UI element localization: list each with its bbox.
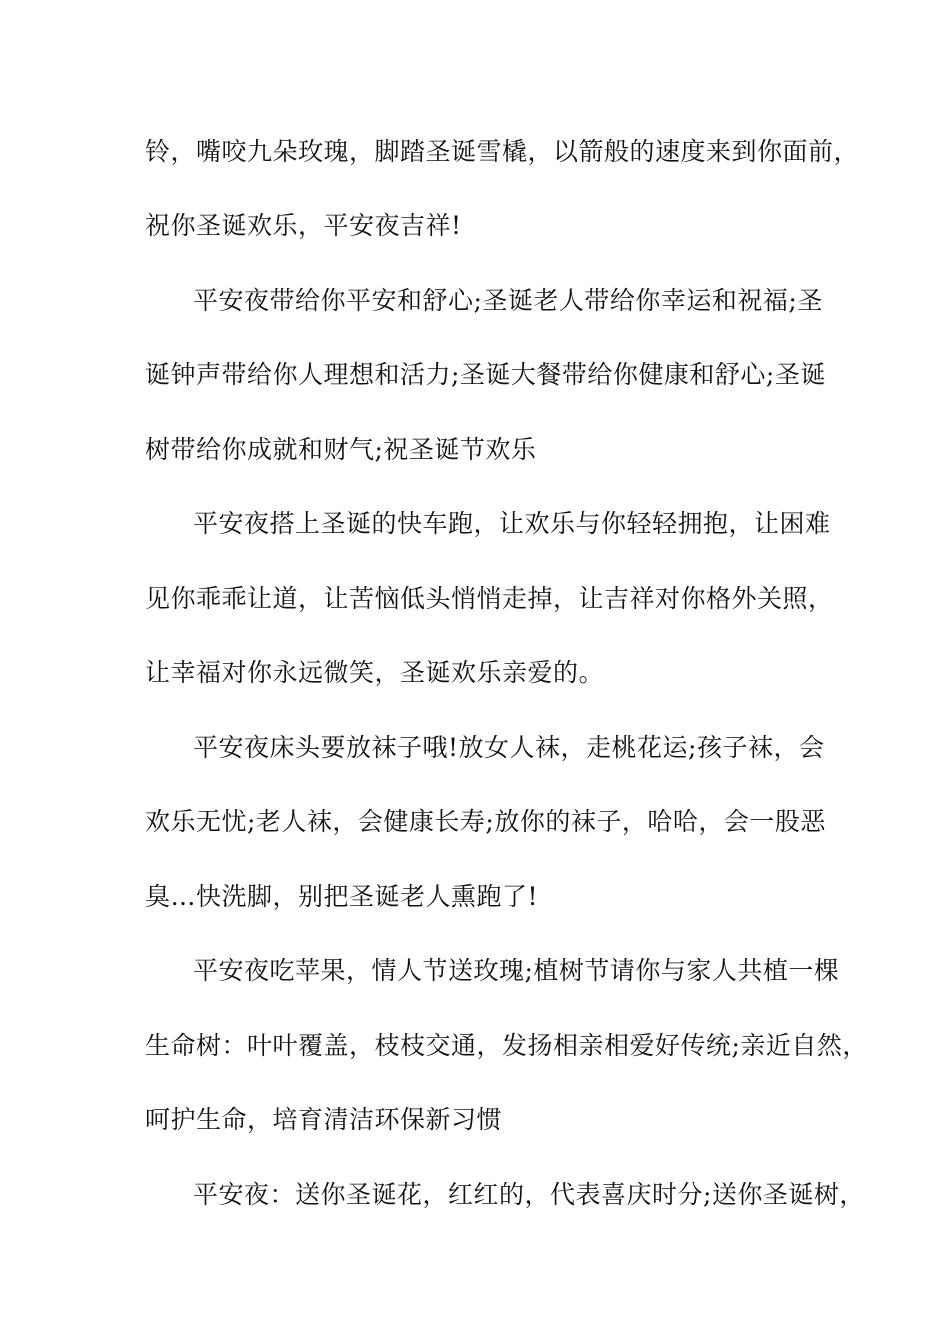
text-line: 臭…快洗脚，别把圣诞老人熏跑了! [145,882,539,911]
text-line: 让幸福对你永远微笑，圣诞欢乐亲爱的。 [145,658,605,687]
paragraph-first-line: 平安夜搭上圣诞的快车跑，让欢乐与你轻轻拥抱，让困难 [193,509,831,538]
text-line: 祝你圣诞欢乐，平安夜吉祥! [145,211,462,240]
paragraph-first-line: 平安夜：送你圣诞花，红红的，代表喜庆时分;送你圣诞树， [193,1180,865,1209]
text-line: 诞钟声带给你人理想和活力;圣诞大餐带给你健康和舒心;圣诞 [145,360,826,389]
text-line: 见你乖乖让道，让苦恼低头悄悄走掉，让吉祥对你格外关照， [145,584,834,613]
text-line: 树带给你成就和财气;祝圣诞节欢乐 [145,435,537,464]
text-line: 呵护生命，培育清洁环保新习惯 [145,1105,503,1134]
paragraph-first-line: 平安夜床头要放袜子哦!放女人袜，走桃花运;孩子袜，会 [193,733,825,762]
paragraph-first-line: 平安夜带给你平安和舒心;圣诞老人带给你幸运和祝福;圣 [193,286,823,315]
paragraph-first-line: 平安夜吃苹果，情人节送玫瑰;植树节请你与家人共植一棵 [193,956,840,985]
text-line: 欢乐无忧;老人袜，会健康长寿;放你的袜子，哈哈，会一股恶 [145,807,826,836]
text-line: 生命树：叶叶覆盖，枝枝交通，发扬相亲相爱好传统;亲近自然， [145,1031,868,1060]
text-line: 铃，嘴咬九朵玫瑰，脚踏圣诞雪橇，以箭般的速度来到你面前， [145,137,860,166]
